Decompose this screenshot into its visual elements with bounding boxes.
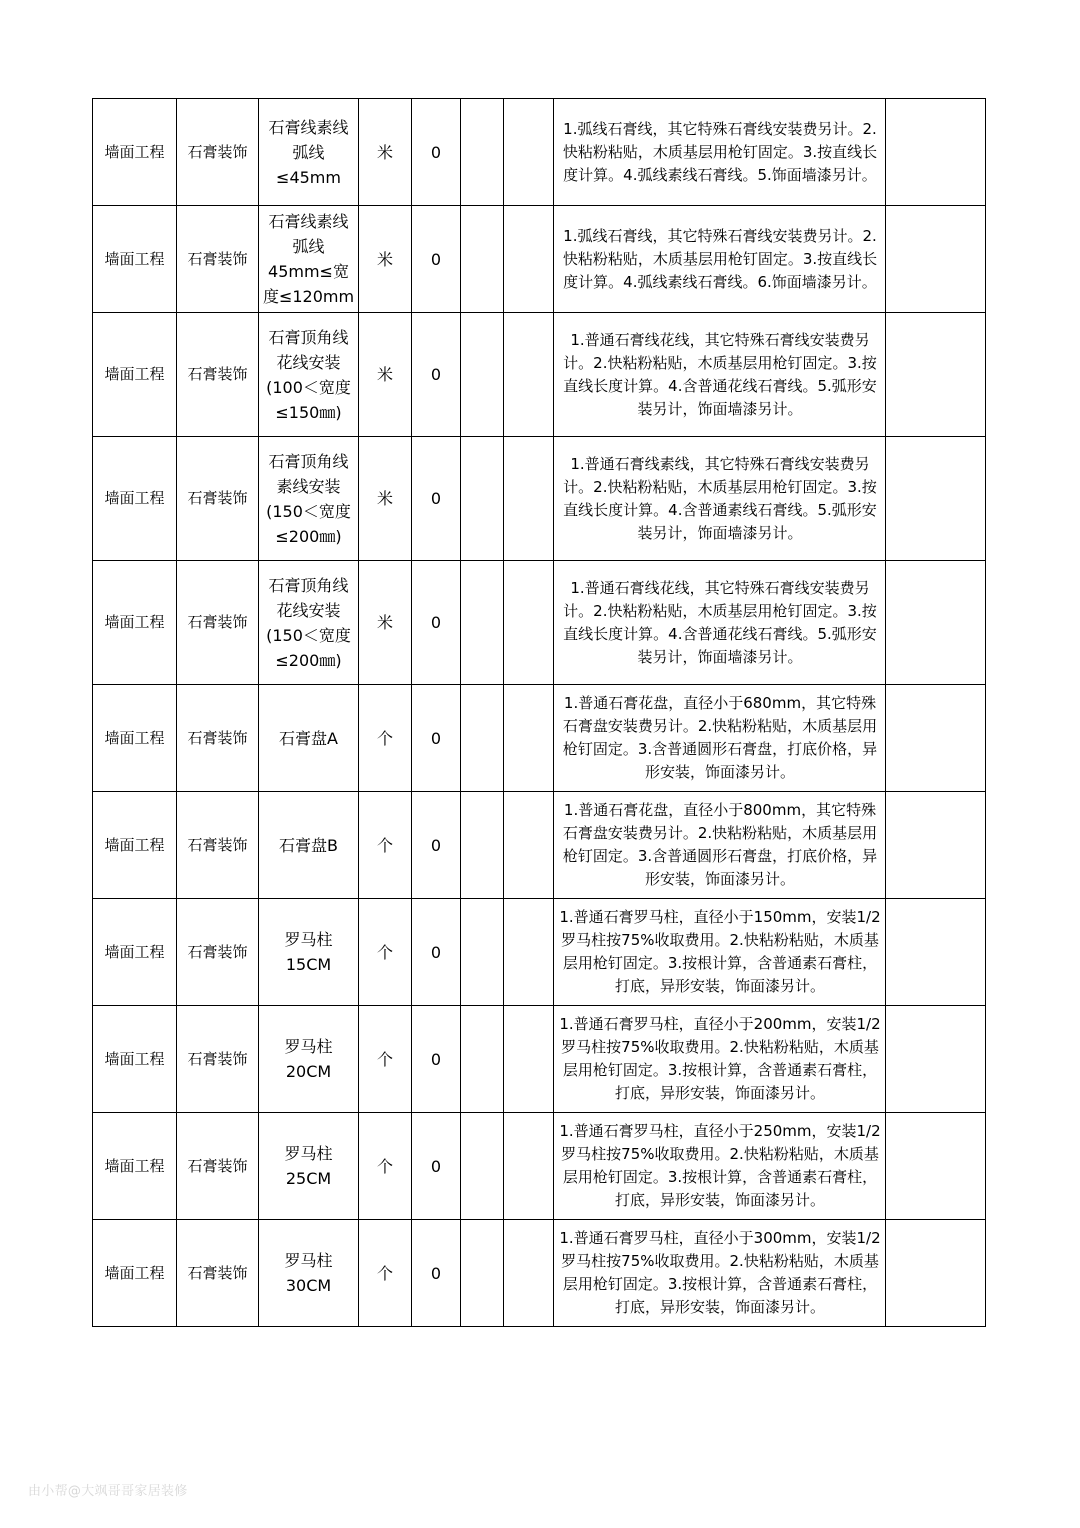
unit-cell: 米 bbox=[359, 437, 412, 561]
table-row bbox=[93, 1006, 986, 1113]
total-cell bbox=[504, 313, 554, 437]
price-table bbox=[92, 98, 986, 1327]
unit-cell: 米 bbox=[359, 561, 412, 685]
item-name-cell: 石膏盘B bbox=[259, 792, 359, 899]
subcategory-cell: 石膏装饰 bbox=[177, 313, 259, 437]
category-cell: 墙面工程 bbox=[93, 561, 177, 685]
item-name-cell: 石膏顶角线花线安装(100＜宽度≤150㎜) bbox=[259, 313, 359, 437]
description-cell: 1.普通石膏罗马柱，直径小于200mm，安装1/2罗马柱按75%收取费用。2.快粘粉粘贴，木质基层用枪钉固定。3.按根计算，含普通素石膏柱，打底，异形安装，饰面漆另计。 bbox=[554, 1006, 886, 1113]
total-cell bbox=[504, 1220, 554, 1327]
total-cell bbox=[504, 792, 554, 899]
item-name-cell: 石膏线素线弧线≤45mm bbox=[259, 99, 359, 206]
category-cell: 墙面工程 bbox=[93, 99, 177, 206]
table-row bbox=[93, 437, 986, 561]
category-cell: 墙面工程 bbox=[93, 313, 177, 437]
table-row bbox=[93, 206, 986, 313]
subcategory-cell: 石膏装饰 bbox=[177, 1220, 259, 1327]
remark-cell bbox=[886, 899, 986, 1006]
unit-price-cell bbox=[461, 206, 504, 313]
unit-cell: 米 bbox=[359, 206, 412, 313]
unit-price-cell bbox=[461, 561, 504, 685]
unit-price-cell bbox=[461, 899, 504, 1006]
table-row bbox=[93, 899, 986, 1006]
total-cell bbox=[504, 561, 554, 685]
description-cell: 1.普通石膏罗马柱，直径小于250mm，安装1/2罗马柱按75%收取费用。2.快粘粉粘贴，木质基层用枪钉固定。3.按根计算，含普通素石膏柱，打底，异形安装，饰面漆另计。 bbox=[554, 1113, 886, 1220]
remark-cell bbox=[886, 685, 986, 792]
description-cell: 1.普通石膏罗马柱，直径小于300mm，安装1/2罗马柱按75%收取费用。2.快粘粉粘贴，木质基层用枪钉固定。3.按根计算，含普通素石膏柱，打底，异形安装，饰面漆另计。 bbox=[554, 1220, 886, 1327]
quantity-cell: 0 bbox=[412, 206, 461, 313]
quantity-cell: 0 bbox=[412, 1220, 461, 1327]
description-cell: 1.普通石膏罗马柱，直径小于150mm，安装1/2罗马柱按75%收取费用。2.快粘粉粘贴，木质基层用枪钉固定。3.按根计算，含普通素石膏柱，打底，异形安装，饰面漆另计。 bbox=[554, 899, 886, 1006]
unit-price-cell bbox=[461, 99, 504, 206]
remark-cell bbox=[886, 206, 986, 313]
subcategory-cell: 石膏装饰 bbox=[177, 792, 259, 899]
category-cell: 墙面工程 bbox=[93, 685, 177, 792]
item-name-cell: 石膏盘A bbox=[259, 685, 359, 792]
unit-cell: 米 bbox=[359, 313, 412, 437]
total-cell bbox=[504, 1006, 554, 1113]
unit-price-cell bbox=[461, 685, 504, 792]
unit-cell: 个 bbox=[359, 1220, 412, 1327]
remark-cell bbox=[886, 1220, 986, 1327]
category-cell: 墙面工程 bbox=[93, 206, 177, 313]
total-cell bbox=[504, 685, 554, 792]
description-cell: 1.普通石膏线素线，其它特殊石膏线安装费另计。2.快粘粉粘贴，木质基层用枪钉固定。3.按直线长度计算。4.含普通素线石膏线。5.弧形安装另计，饰面墙漆另计。 bbox=[554, 437, 886, 561]
item-name-cell: 罗马柱25CM bbox=[259, 1113, 359, 1220]
subcategory-cell: 石膏装饰 bbox=[177, 1113, 259, 1220]
unit-price-cell bbox=[461, 313, 504, 437]
category-cell: 墙面工程 bbox=[93, 792, 177, 899]
remark-cell bbox=[886, 792, 986, 899]
description-cell: 1.弧线石膏线，其它特殊石膏线安装费另计。2.快粘粉粘贴，木质基层用枪钉固定。3.按直线长度计算。4.弧线素线石膏线。5.饰面墙漆另计。 bbox=[554, 99, 886, 206]
remark-cell bbox=[886, 313, 986, 437]
description-cell: 1.弧线石膏线，其它特殊石膏线安装费另计。2.快粘粉粘贴，木质基层用枪钉固定。3.按直线长度计算。4.弧线素线石膏线。6.饰面墙漆另计。 bbox=[554, 206, 886, 313]
table-row bbox=[93, 685, 986, 792]
unit-price-cell bbox=[461, 437, 504, 561]
category-cell: 墙面工程 bbox=[93, 1113, 177, 1220]
item-name-cell: 罗马柱15CM bbox=[259, 899, 359, 1006]
item-name-cell: 石膏顶角线花线安装(150＜宽度≤200㎜) bbox=[259, 561, 359, 685]
subcategory-cell: 石膏装饰 bbox=[177, 99, 259, 206]
remark-cell bbox=[886, 1006, 986, 1113]
description-cell: 1.普通石膏花盘，直径小于800mm，其它特殊石膏盘安装费另计。2.快粘粉粘贴，木质基层用枪钉固定。3.含普通圆形石膏盘，打底价格，异形安装，饰面漆另计。 bbox=[554, 792, 886, 899]
table-row bbox=[93, 1220, 986, 1327]
category-cell: 墙面工程 bbox=[93, 1220, 177, 1327]
total-cell bbox=[504, 99, 554, 206]
item-name-cell: 罗马柱20CM bbox=[259, 1006, 359, 1113]
table-row bbox=[93, 313, 986, 437]
table-body bbox=[93, 99, 986, 1327]
unit-price-cell bbox=[461, 1113, 504, 1220]
quantity-cell: 0 bbox=[412, 685, 461, 792]
item-name-cell: 石膏顶角线素线安装(150＜宽度≤200㎜) bbox=[259, 437, 359, 561]
item-name-cell: 石膏线素线弧线45mm≤宽度≤120mm bbox=[259, 206, 359, 313]
category-cell: 墙面工程 bbox=[93, 437, 177, 561]
description-cell: 1.普通石膏花盘，直径小于680mm，其它特殊石膏盘安装费另计。2.快粘粉粘贴，木质基层用枪钉固定。3.含普通圆形石膏盘，打底价格，异形安装，饰面漆另计。 bbox=[554, 685, 886, 792]
category-cell: 墙面工程 bbox=[93, 899, 177, 1006]
unit-cell: 个 bbox=[359, 899, 412, 1006]
table-row bbox=[93, 99, 986, 206]
quantity-cell: 0 bbox=[412, 1113, 461, 1220]
remark-cell bbox=[886, 437, 986, 561]
unit-cell: 个 bbox=[359, 1006, 412, 1113]
quantity-cell: 0 bbox=[412, 899, 461, 1006]
subcategory-cell: 石膏装饰 bbox=[177, 899, 259, 1006]
remark-cell bbox=[886, 1113, 986, 1220]
unit-price-cell bbox=[461, 792, 504, 899]
total-cell bbox=[504, 206, 554, 313]
unit-cell: 个 bbox=[359, 792, 412, 899]
unit-cell: 米 bbox=[359, 99, 412, 206]
total-cell bbox=[504, 437, 554, 561]
quantity-cell: 0 bbox=[412, 99, 461, 206]
quantity-cell: 0 bbox=[412, 792, 461, 899]
quantity-cell: 0 bbox=[412, 313, 461, 437]
table-row bbox=[93, 792, 986, 899]
item-name-cell: 罗马柱30CM bbox=[259, 1220, 359, 1327]
total-cell bbox=[504, 1113, 554, 1220]
subcategory-cell: 石膏装饰 bbox=[177, 561, 259, 685]
total-cell bbox=[504, 899, 554, 1006]
subcategory-cell: 石膏装饰 bbox=[177, 206, 259, 313]
quantity-cell: 0 bbox=[412, 1006, 461, 1113]
subcategory-cell: 石膏装饰 bbox=[177, 685, 259, 792]
description-cell: 1.普通石膏线花线，其它特殊石膏线安装费另计。2.快粘粉粘贴，木质基层用枪钉固定。3.按直线长度计算。4.含普通花线石膏线。5.弧形安装另计，饰面墙漆另计。 bbox=[554, 561, 886, 685]
table-row bbox=[93, 1113, 986, 1220]
unit-price-cell bbox=[461, 1220, 504, 1327]
quantity-cell: 0 bbox=[412, 437, 461, 561]
unit-cell: 个 bbox=[359, 685, 412, 792]
unit-cell: 个 bbox=[359, 1113, 412, 1220]
subcategory-cell: 石膏装饰 bbox=[177, 1006, 259, 1113]
unit-price-cell bbox=[461, 1006, 504, 1113]
remark-cell bbox=[886, 99, 986, 206]
category-cell: 墙面工程 bbox=[93, 1006, 177, 1113]
description-cell: 1.普通石膏线花线，其它特殊石膏线安装费另计。2.快粘粉粘贴，木质基层用枪钉固定。3.按直线长度计算。4.含普通花线石膏线。5.弧形安装另计，饰面墙漆另计。 bbox=[554, 313, 886, 437]
remark-cell bbox=[886, 561, 986, 685]
watermark-text: 由小帮@大飒哥哥家居装修 bbox=[28, 1484, 188, 1499]
quantity-cell: 0 bbox=[412, 561, 461, 685]
subcategory-cell: 石膏装饰 bbox=[177, 437, 259, 561]
table-row bbox=[93, 561, 986, 685]
